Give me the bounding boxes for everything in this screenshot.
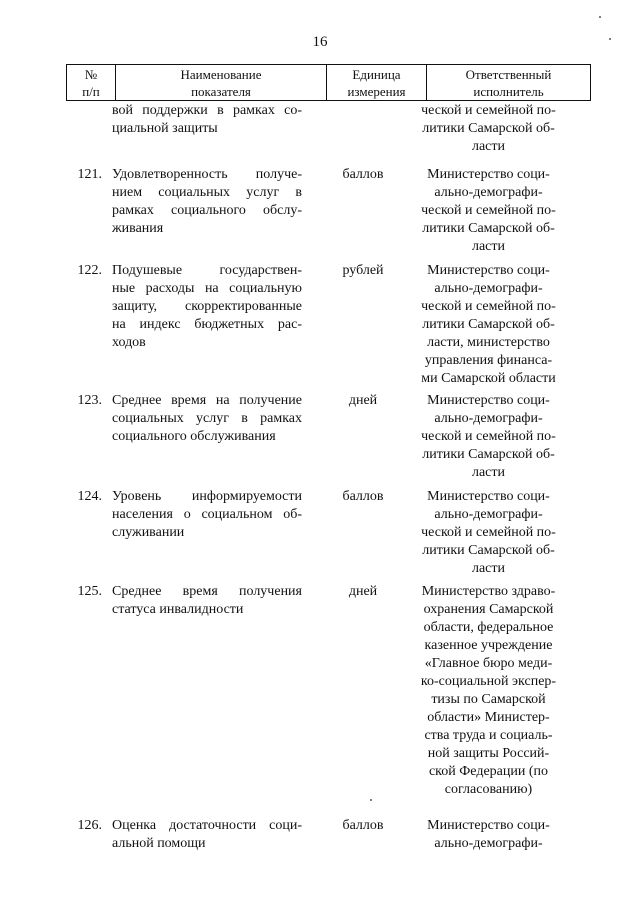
header-name-line: показателя [191,84,251,99]
header-cell-unit [327,65,427,101]
row-number: 124. [77,489,102,504]
responsible-executor: Министерство соци- ально-демографи- ческой и семейной по- литики Самарской об- ласти, министерство управления финанса- ми Самарской области [421,263,556,386]
unit-of-measure: баллов [342,489,384,504]
indicator-name: Оценка достаточности соци- альной помощи [112,818,302,851]
responsible-executor: Министерство здраво- охранения Самарской области, федеральное казенное учреждение «Главное бюро меди- ко-социальной экспер- тизы по Самарской области» Министер- ства труда и социаль- ной защиты Россий- ской Федерации (по согласованию) [420,584,557,797]
scan-speck [599,16,601,18]
header-cell-name [116,65,327,101]
unit-of-measure: баллов [342,818,384,833]
row-number: 121. [77,167,102,182]
header-unit-line: Единица [352,67,401,82]
responsible-executor: Министерство соци- ально-демографи- ческой и семейной по- литики Самарской об- ласти [421,393,556,480]
indicator-name: Уровень информируемости населения о социальном об- служивании [112,489,302,540]
indicator-name: Среднее время получения статуса инвалидности [112,584,302,617]
scan-speck [370,799,372,801]
unit-of-measure: дней [348,584,378,599]
row-number: 125. [77,584,102,599]
row-number: 126. [77,818,102,833]
responsible-executor: Министерство соци- ально-демографи- ческой и семейной по- литики Самарской об- ласти [421,167,556,254]
header-responsible-line: исполнитель [473,84,544,99]
header-cell-number [67,65,116,101]
indicator-name: Удовлетворенность получе- нием социальных услуг в рамках социального обслу- живания [112,167,302,236]
responsible-executor: Министерство соци- ально-демографи- ческой и семейной по- литики Самарской об- ласти [421,489,556,576]
header-unit-line: измерения [347,84,406,99]
row-number: 122. [77,263,102,278]
unit-of-measure: баллов [342,167,384,182]
header-cell-responsible [427,65,591,101]
scan-speck [609,38,611,40]
indicator-name: Среднее время на получение социальных услуг в рамках социального обслуживания [112,393,302,444]
unit-of-measure: рублей [342,263,384,278]
indicator-name: Подушевые государствен- ные расходы на социальную защиту, скорректированные на индекс бюджетных рас- ходов [112,263,302,350]
unit-of-measure: дней [348,393,378,408]
header-number-line: № [84,67,98,82]
responsible-executor: Министерство соци- ально-демографи- [427,818,550,851]
table-header [66,64,591,101]
header-number-line: п/п [82,84,100,99]
indicator-name: вой поддержки в рамках со- циальной защиты [112,103,302,136]
header-name-line: Наименование [180,67,262,82]
header-responsible-line: Ответственный [465,67,552,82]
page-number: 16 [312,34,328,50]
responsible-executor: ческой и семейной по- литики Самарской об- ласти [421,103,556,154]
row-number: 123. [77,393,102,408]
